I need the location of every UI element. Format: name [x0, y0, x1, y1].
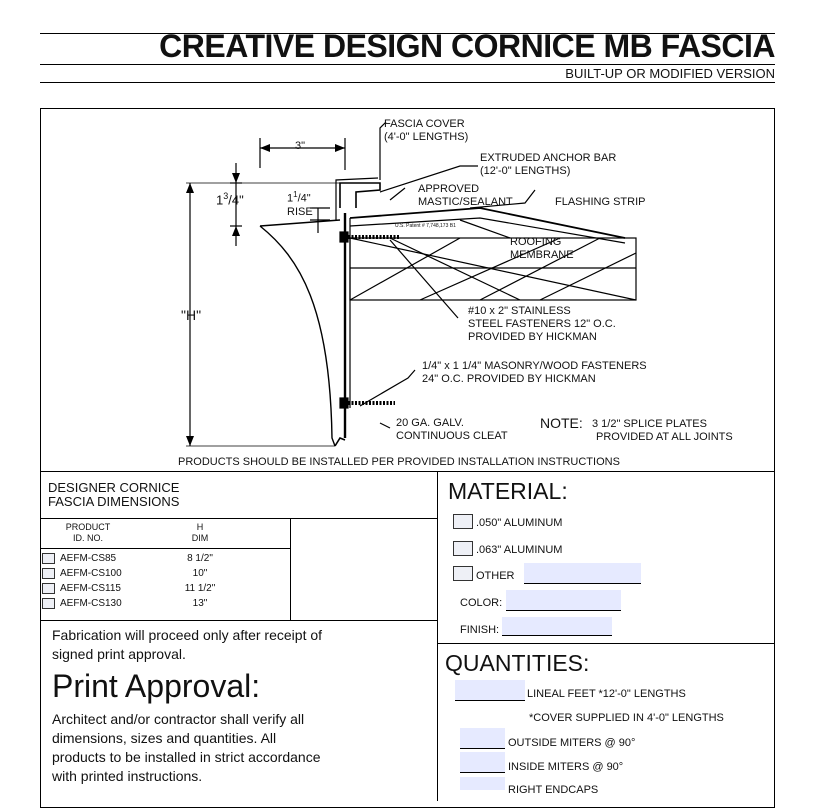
fabrication-note: Fabrication will proceed only after receipt of signed print approval. — [52, 627, 323, 662]
material-050-checkbox[interactable] — [453, 514, 473, 529]
right-rule — [437, 643, 775, 644]
cornice-curve — [260, 220, 340, 446]
lineal-feet-input[interactable] — [455, 680, 525, 701]
row-id: AEFM-CS100 — [60, 568, 122, 579]
col-header-id: PRODUCT ID. NO. — [65, 522, 111, 543]
cleat — [335, 438, 345, 446]
color-input[interactable] — [506, 590, 621, 611]
left-rule — [40, 620, 437, 621]
material-other-input[interactable] — [524, 563, 641, 584]
material-title: MATERIAL: — [448, 478, 568, 504]
row-checkbox[interactable] — [42, 583, 55, 594]
fascia-cover — [340, 183, 380, 208]
drawing-bottom-rule — [40, 471, 775, 472]
table-right-rule — [290, 518, 291, 620]
callout-membrane: ROOFING MEMBRANE — [510, 236, 574, 261]
dim-width: 3" — [295, 140, 306, 152]
right-endcaps-label: RIGHT ENDCAPS — [508, 784, 599, 796]
callout-cleat: 20 GA. GALV. CONTINUOUS CLEAT — [396, 417, 508, 442]
cover-note: *COVER SUPPLIED IN 4'-0" LENGTHS — [529, 712, 724, 724]
row-checkbox[interactable] — [42, 553, 55, 564]
finish-input[interactable] — [502, 617, 612, 636]
callout-anchor-bar: EXTRUDED ANCHOR BAR (12'-0" LENGTHS) — [480, 152, 617, 177]
page-title: CREATIVE DESIGN CORNICE MB FASCIA — [159, 28, 775, 64]
callout-masonry-fasteners: 1/4" x 1 1/4" MASONRY/WOOD FASTENERS 24" O.C. PROVIDED BY HICKMAN — [422, 360, 647, 385]
dim-rise: $1^1/4$" RISE — [287, 190, 313, 218]
table-top-rule — [40, 518, 437, 519]
material-other-checkbox[interactable] — [453, 566, 473, 581]
header-rule-mid — [40, 64, 775, 65]
approval-text: Architect and/or contractor shall verify all dimensions, sizes and quantities. All products to be installed in strict accordance with printed instructions. — [52, 711, 321, 784]
page-subtitle: BUILT-UP OR MODIFIED VERSION — [565, 66, 775, 81]
inside-miters-input[interactable] — [460, 752, 505, 773]
material-050-label: .050" ALUMINUM — [476, 517, 563, 529]
header-rule — [40, 548, 290, 549]
dim-height-left: $1^3/4$" — [216, 191, 244, 208]
callout-fascia-cover: FASCIA COVER (4'-0" LENGTHS) — [384, 118, 469, 143]
print-approval-title: Print Approval: — [52, 668, 261, 704]
row-id: AEFM-CS85 — [60, 553, 117, 564]
note-label: NOTE: — [540, 415, 583, 431]
material-063-checkbox[interactable] — [453, 541, 473, 556]
col-header-dim: H DIM — [191, 522, 209, 543]
patent-text: U.S. Patent # 7,748,173 B1 — [395, 223, 456, 229]
quantities-title: QUANTITIES: — [445, 650, 590, 676]
row-dim: 8 1/2" — [187, 553, 213, 564]
install-note: PRODUCTS SHOULD BE INSTALLED PER PROVIDED INSTALLATION INSTRUCTIONS — [178, 456, 620, 468]
header-rule-bottom — [40, 82, 775, 83]
row-checkbox[interactable] — [42, 568, 55, 579]
finish-label: FINISH: — [460, 624, 500, 636]
row-dim: 11 1/2" — [184, 583, 216, 594]
material-other-label: OTHER — [476, 570, 515, 582]
dims-table-title: DESIGNER CORNICE FASCIA DIMENSIONS — [48, 480, 180, 509]
row-dim: 10" — [192, 568, 208, 579]
row-checkbox[interactable] — [42, 598, 55, 609]
row-id: AEFM-CS115 — [60, 583, 121, 594]
inside-miters-label: INSIDE MITERS @ 90° — [508, 761, 624, 773]
material-063-label: .063" ALUMINUM — [476, 544, 563, 556]
color-label: COLOR: — [460, 597, 503, 609]
lineal-feet-label: LINEAL FEET *12'-0" LENGTHS — [527, 688, 686, 700]
callout-mastic: APPROVED MASTIC/SEALANT — [418, 183, 513, 208]
right-endcaps-input[interactable] — [460, 777, 505, 790]
row-id: AEFM-CS130 — [60, 598, 122, 609]
callout-ss-fasteners: #10 x 2" STAINLESS STEEL FASTENERS 12" O.C. PROVIDED BY HICKMAN — [468, 305, 616, 343]
note-text: 3 1/2" SPLICE PLATES PROVIDED AT ALL JOINTS — [592, 418, 733, 443]
callout-flashing: FLASHING STRIP — [555, 196, 646, 208]
dim-h-label: "H" — [181, 307, 202, 323]
outside-miters-label: OUTSIDE MITERS @ 90° — [508, 737, 636, 749]
outside-miters-input[interactable] — [460, 728, 505, 749]
column-divider — [437, 471, 438, 801]
row-dim: 13" — [192, 598, 208, 609]
